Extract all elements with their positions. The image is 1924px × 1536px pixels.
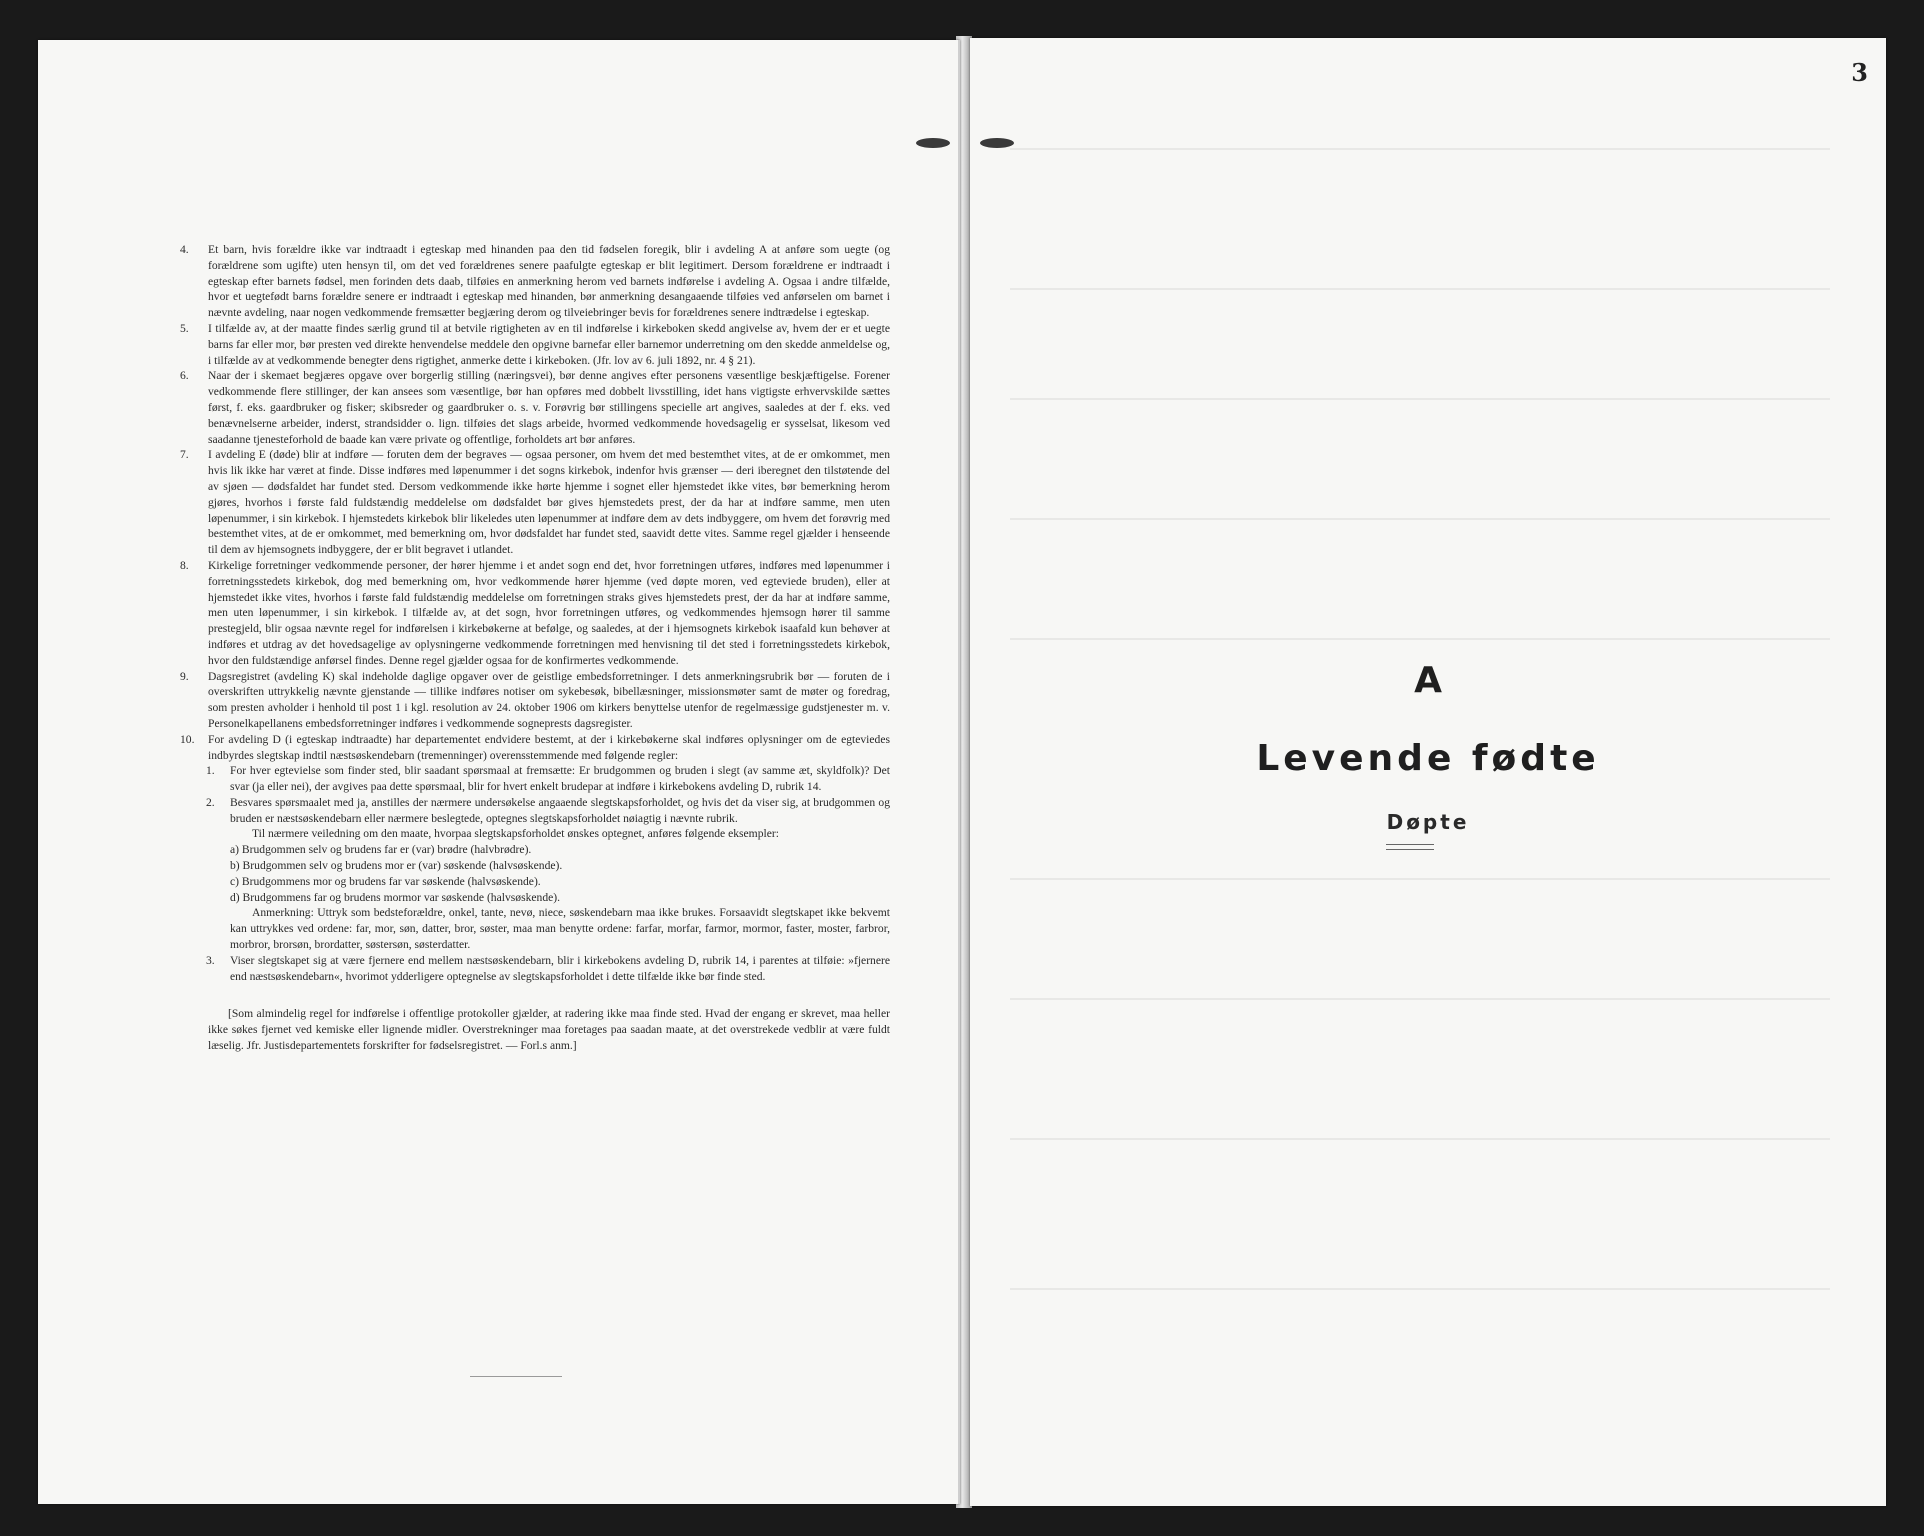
paragraph-text: Et barn, hvis forældre ikke var indtraadt i egteskap med hinanden paa den tid fødselen foregik, blir i avdeling A at anføre som uegte (og forældrene som ugifte) uten hensyn til, om det ved forældrenes senere paafulgte egteskap er blit legitimert. Dersom forældrene er indtraadt i egteskap efter barnets fødsel, men forinden dets daab, tilføies en anmerkning herom ved barnets indførelse i avdeling A. Ogsaa i andre tilfælde, hvor et uegtefødt barns forældre senere er indtraadt i egteskap med hinanden, bør anmerkning desangaaende tilføies ved anførselen om barnet i nævnte avdeling, naar nogen vedkommende fremsætter begjæring derom og tilveiebringer bevis for forældrenes senere indtrædelse i egteskap. <box>208 243 890 320</box>
double-rule <box>1386 844 1434 850</box>
section-subtitle: Døpte <box>1386 810 1470 834</box>
paragraph-text: Kirkelige forretninger vedkommende personer, der hører hjemme i et andet sogn end det, hvor forretningen utføres, indføres med løpenummer i forretningsstedets kirkebok, dog med bemerkning om, hvor vedkommende hører hjemme (ved døpte moren, ved egteviede bruden), eller at hjemstedet ikke vites, hvorhos i første fald fuldstændig meddelelse om forretningen straks gives hjemstedets prest, der da har at indføre samme, men uten løpenummer, i sin kirkebok. I tilfælde av, at det sogn, hvor forretningen utføres, og vedkommendes hjemsogn hører til samme prestegjeld, blir ogsaa nævnte regel for indførelsen i kirkebøkerne at befølge, og saaledes, at der i hjemsognets kirkebok isaafald kun behøver at indføres et utdrag av det hovedsagelige av oplysningerne vedkommende forretningen med henvisning til det sted i forretningsstedets kirkebok, hvor den fuldstændige anførsel findes. Denne regel gjælder ogsaa for de konfirmertes vedkommende. <box>208 558 890 667</box>
remark: Anmerkning: Uttryk som bedsteforældre, onkel, tante, nevø, niece, søskendebarn maa ikke brukes. Forsaavidt slegtskapet ikke bekvemt kan uttrykkes ved ordene: far, mor, søn, datter, bror, søster, maa man benytte ordene: farfar, morfar, farmor, mormor, faster, moster, farbror, morbror, brorsøn, brordatter, søstersøn, søsterdatter. <box>230 906 890 952</box>
bleed-through-line <box>1010 148 1830 150</box>
bleed-through-line <box>1010 518 1830 520</box>
paragraph-5 <box>180 321 890 368</box>
instructions-text <box>180 242 890 1054</box>
paragraph-text: I avdeling E (døde) blir at indføre — foruten dem der begraves — ogsaa personer, om hvem det med bestemthet vites, at de er omkommet, men hvis lik ikke har været at finde. Disse indføres med løpenummer i det sogns kirkebok, indenfor hvis grænser — deri iberegnet den tilstøtende del av sjøen — dødsfaldet har fundet sted. Dersom vedkommende ikke hørte hjemme i sognet eller hjemstedet ikke vites, bør bemerkning herom gjøres, hvorhos i første fald fuldstændig meddelelse om dødsfaldet bør gives hjemstedets prest, der da har at indføre samme, men uten løpenummer, i sin kirkebok. I hjemstedets kirkebok blir likeledes uten løpenummer at indføre dem av dets indbyggere, om hvem det forøvrig med bestemthet vites, at de er omkommet, med bemerkning om, hvor dødsfaldet har fundet sted, saavidt dette vites. Samme regel gjælder i henseende til dem av hjemsognets indbyggere, der er blit begravet i utlandet. <box>208 448 890 557</box>
paragraph-text: For avdeling D (i egteskap indtraadte) har departementet endvidere bestemt, at der i kirkebøkerne skal indføres oplysninger om de egteviedes indbyrdes slegtskap indtil næstsøskendebarn (tremenninger) overensstemmende med følgende regler: <box>208 732 890 762</box>
paragraph-number: 9. <box>180 669 189 683</box>
page-number: 3 <box>1851 58 1868 87</box>
bleed-through-line <box>1010 398 1830 400</box>
left-page <box>38 40 960 1504</box>
bleed-through-line <box>1010 1138 1830 1140</box>
example-d: d) Brudgommens far og brudens mormor var søskende (halvsøskende). <box>230 890 561 904</box>
rule-2 <box>206 795 890 827</box>
rule-text: Viser slegtskapet sig at være fjernere end mellem næstsøskendebarn, blir i kirkebokens avdeling D, rubrik 14, i parentes at tilføie: »fjernere end næstsøskendebarn«, hvorimot ydderligere optegnelse av slegtskapsforholdet i dette tilfælde ikke bør finde sted. <box>230 953 890 983</box>
example-c: c) Brudgommens mor og brudens far var søskende (halvsøskende). <box>230 874 541 888</box>
paragraph-number: 10. <box>180 732 195 746</box>
ink-blot <box>916 138 950 148</box>
rule-text: For hver egtevielse som finder sted, blir saadant spørsmaal at fremsætte: Er brudgommen og bruden i slegt (av samme æt, skyldfolk)? Det svar (ja eller nei), der avgives paa dette spørsmaal, blir for hvert enkelt brudepar at indføre i kirkebokens avdeling D, rubrik 14. <box>230 764 890 794</box>
paragraph-10 <box>180 732 890 764</box>
paragraph-text: Naar der i skemaet begjæres opgave over borgerlig stilling (næringsvei), bør denne angives efter personens væsentlige beskjæftigelse. Forener vedkommende flere stillinger, der kan ansees som væsentlige, bør han opføres med dobbelt livsstilling, idet hans vigtigste erhvervskilde sættes først, f. eks. gaardbruker og fisker; skibsreder og gaardbruker o. s. v. Forøvrig bør stillingens specielle art angives, saaledes at der f. eks. ved benævnelserne arbeider, inderst, strandsidder o. lign. tilføies det slags arbeide, hvormed vedkommende hovedsagelig er sysselsat, likesom ved saadanne tjenesteforhold de baade kan være private og offentlige, forholdets art bør anføres. <box>208 369 890 446</box>
bleed-through-line <box>1010 288 1830 290</box>
example-a: a) Brudgommen selv og brudens far er (var) brødre (halvbrødre). <box>230 843 532 857</box>
rule-text: Besvares spørsmaalet med ja, anstilles der nærmere undersøkelse angaaende slegtskapsforholdet, og hvis det da viser sig, at brudgommen og bruden er næstsøskendebarn eller nærmere beslegtede, optegnes slegtskapsforholdet nøiagtig i nævnte rubrik. <box>230 795 890 825</box>
paragraph-8 <box>180 558 890 669</box>
paragraph-4 <box>180 242 890 321</box>
rule-1 <box>206 763 890 795</box>
example-b: b) Brudgommen selv og brudens mor er (var) søskende (halvsøskende). <box>230 859 563 873</box>
paragraph-6 <box>180 368 890 447</box>
section-letter: A <box>1414 660 1442 701</box>
bleed-through-line <box>1010 1288 1830 1290</box>
rule-number: 3. <box>206 953 215 967</box>
paragraph-text: Dagsregistret (avdeling K) skal indeholde daglige opgaver over de geistlige embedsforretninger. I dets anmerkningsrubrik bør — foruten de i overskriften uttrykkelig nævnte gjenstande — tillike indføres notiser om sykebesøk, bibellæsninger, missionsmøter samt de møter og foredrag, som presten avholder i henhold til post 1 i kgl. resolution av 24. oktober 1906 om kirkers benyttelse utenfor de regelmæssige gudstjenester m. v. Personelkapellanens embedsforretninger indføres i vedkommende sogneprests dagsregister. <box>208 669 890 730</box>
paragraph-number: 6. <box>180 369 189 383</box>
right-page <box>970 38 1886 1506</box>
section-title: Levende fødte <box>1256 738 1600 779</box>
ink-blot <box>980 138 1014 148</box>
paragraph-number: 5. <box>180 321 189 335</box>
rule-2-guidance: Til nærmere veiledning om den maate, hvorpaa slegtskapsforholdet ønskes optegnet, anføres følgende eksempler: <box>252 827 779 841</box>
paragraph-9 <box>180 669 890 732</box>
rule-number: 2. <box>206 795 215 809</box>
end-rule <box>470 1376 562 1377</box>
bleed-through-line <box>1010 878 1830 880</box>
paragraph-7 <box>180 447 890 558</box>
paragraph-number: 7. <box>180 448 189 462</box>
paragraph-number: 8. <box>180 558 189 572</box>
bleed-through-line <box>1010 638 1830 640</box>
rule-number: 1. <box>206 764 215 778</box>
bleed-through-line <box>1010 998 1830 1000</box>
paragraph-text: I tilfælde av, at der maatte findes særlig grund til at betvile rigtigheten av en til indførelse i kirkeboken skedd angivelse av, hvem der er et uegte barns far eller mor, bør presten ved direkte henvendelse meddele den opgivne barnefar eller barnemor underretning om den skedde anmeldelse og, i tilfælde av at vedkommende benegter dens rigtighet, anmerke dette i kirkeboken. (Jfr. lov av 6. juli 1892, nr. 4 § 21). <box>208 321 890 367</box>
rule-3 <box>206 953 890 985</box>
footnote: [Som almindelig regel for indførelse i offentlige protokoller gjælder, at radering ikke maa finde sted. Hvad der engang er skrevet, maa heller ikke søkes fjernet ved kemiske eller lignende midler. Overstrekninger maa foretages paa saadan maate, at det overstrekede vedblir at være fuldt læselig. Jfr. Justisdepartementets forskrifter for fødselsregistret. — Forl.s anm.] <box>208 1007 890 1053</box>
paragraph-number: 4. <box>180 243 189 256</box>
